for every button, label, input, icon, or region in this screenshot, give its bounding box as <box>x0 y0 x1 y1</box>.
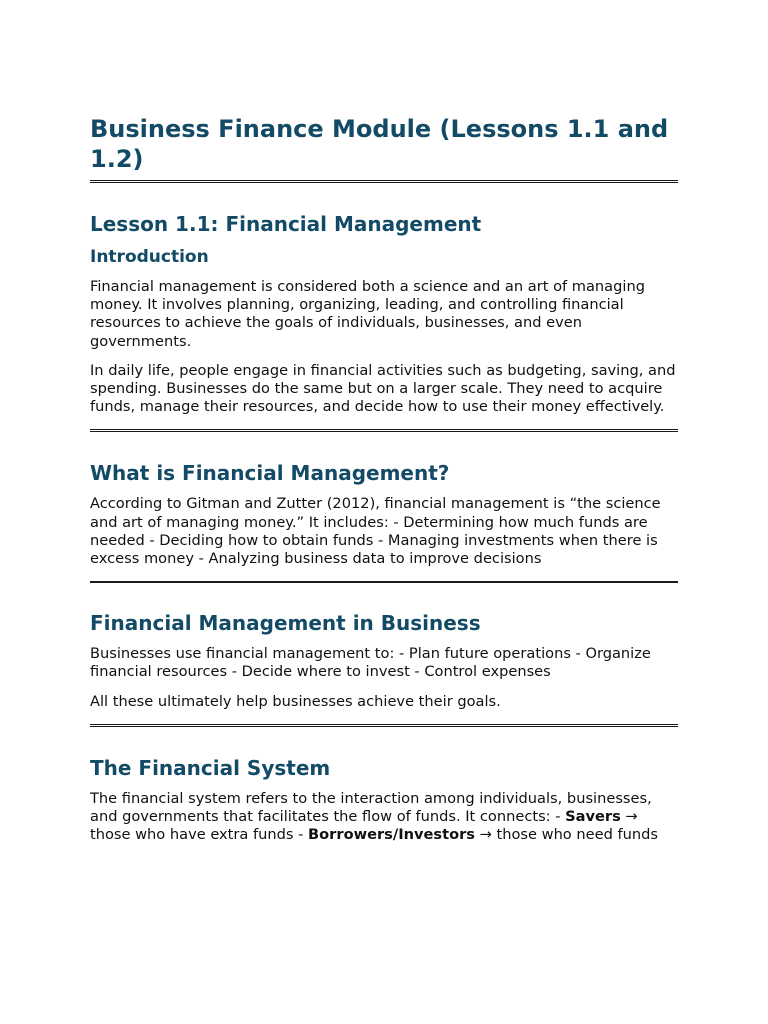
paragraph-intro-2: In daily life, people engage in financial activities such as budgeting, saving, and spending. Businesses do the same but on a larger scale. They need to acquire funds, manage their resources, and decide how to use their money effectively. <box>90 361 676 416</box>
borrowers-description: → those who need funds <box>475 826 658 844</box>
subheading-introduction: Introduction <box>90 247 209 267</box>
term-borrowers-investors: Borrowers/Investors <box>308 826 475 844</box>
section-divider <box>90 724 678 727</box>
financial-system-intro-text: The financial system refers to the interaction among individuals, businesses, and governments that facilitates the flow of funds. It connects: - <box>90 789 652 826</box>
paragraph-intro-1: Financial management is considered both a science and an art of managing money. It involves planning, organizing, leading, and controlling financial resources to achieve the goals of individuals, businesses, and even governments. <box>90 278 645 350</box>
section-divider <box>90 180 678 183</box>
paragraph-financial-system <box>90 790 678 845</box>
savers-description: → those who have extra funds - <box>90 808 638 844</box>
document-title: Business Finance Module (Lessons 1.1 and 1.2) <box>90 115 669 173</box>
section-heading-what-is-fm: What is Financial Management? <box>90 461 450 486</box>
paragraph-definition: According to Gitman and Zutter (2012), financial management is “the science and art of managing money.” It includes: - Determining how much funds are needed - Deciding how to obtain funds - Managing investments when there is excess money - Analyzing business data to improve decisions <box>90 495 661 568</box>
section-heading-financial-system: The Financial System <box>90 755 331 780</box>
section-divider <box>90 429 678 432</box>
section-divider <box>90 581 678 583</box>
section-heading-lesson-1-1: Lesson 1.1: Financial Management <box>90 212 482 236</box>
paragraph-business-uses: Businesses use financial management to: - Plan future operations - Organize financial resources - Decide where to invest - Control expenses <box>90 645 651 681</box>
paragraph-business-goals: All these ultimately help businesses achieve their goals. <box>90 692 501 710</box>
document-page <box>90 114 678 844</box>
section-heading-fm-in-business: Financial Management in Business <box>90 611 481 636</box>
term-savers: Savers <box>565 808 621 826</box>
